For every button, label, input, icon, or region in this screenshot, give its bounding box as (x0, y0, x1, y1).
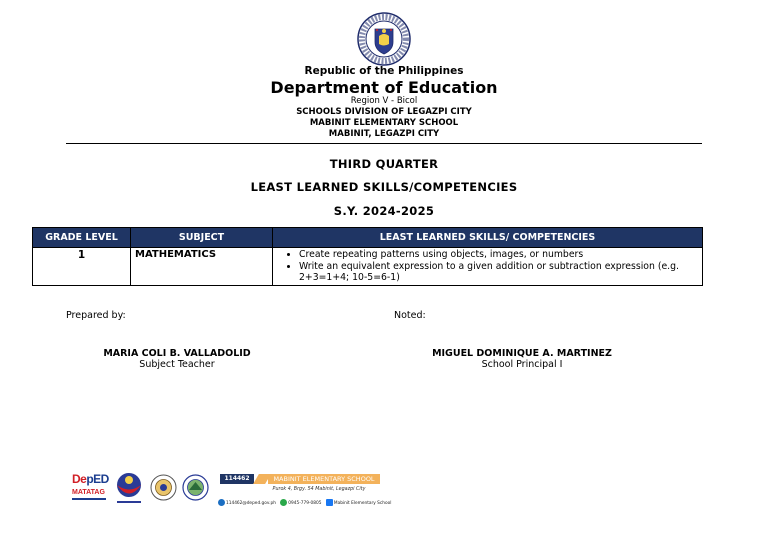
banner-phone: 0945-779-0805 (288, 501, 322, 506)
preparer-name: MARIA COLI B. VALLADOLID (103, 348, 251, 359)
facebook-icon (326, 499, 333, 506)
skills-table (32, 227, 703, 286)
cell-skills (273, 248, 703, 286)
header-division: SCHOOLS DIVISION OF LEGAZPI CITY (296, 107, 472, 117)
banner-email: 114462@deped.gov.ph (226, 501, 276, 506)
logo-tagline: MATATAG (72, 489, 105, 496)
column-header-subject: SUBJECT (131, 228, 273, 248)
footer (72, 470, 392, 510)
logo-de: De (72, 472, 87, 486)
title-skills: LEAST LEARNED SKILLS/COMPETENCIES (250, 180, 518, 194)
prepared-by-label: Prepared by: (66, 310, 126, 321)
deped-matatag-logo (72, 472, 108, 506)
bagong-pilipinas-logo-icon (114, 472, 144, 506)
noter-role: School Principal I (481, 359, 563, 370)
list-item: • Write an equivalent expression to a given addition or subtraction expression (e.g. 2+3=1+4; 10-5=6-1) (299, 261, 698, 284)
header-republic: Republic of the Philippines (304, 65, 464, 77)
table-header-row (33, 228, 703, 248)
logo-ped: pED (86, 472, 109, 486)
title-school-year: S.Y. 2024-2025 (333, 204, 435, 218)
preparer-role: Subject Teacher (139, 359, 215, 370)
banner-facebook: Mabinit Elementary School (333, 501, 392, 506)
header-department: Department of Education (270, 78, 498, 97)
list-item: • Create repeating patterns using objects, images, or numbers (299, 249, 698, 261)
header-region: Region V - Bicol (350, 96, 418, 106)
email-icon (218, 499, 225, 506)
header-school: MABINIT ELEMENTARY SCHOOL (309, 118, 459, 128)
table-row (33, 248, 703, 286)
banner-contacts (218, 499, 392, 506)
division-seal-icon (150, 474, 177, 501)
school-contact-banner (218, 472, 392, 510)
header-city: MABINIT, LEGAZPI CITY (328, 129, 440, 139)
school-seal-icon (182, 474, 209, 501)
skills-list (277, 249, 698, 284)
preparer-signature-block (60, 348, 294, 370)
noter-name: MIGUEL DOMINIQUE A. MARTINEZ (432, 348, 612, 359)
column-header-grade: GRADE LEVEL (33, 228, 131, 248)
cell-subject: MATHEMATICS (131, 248, 273, 286)
school-id: 114462 (220, 474, 254, 484)
title-quarter: THIRD QUARTER (329, 157, 439, 171)
banner-school-name: MABINIT ELEMENTARY SCHOOL (268, 474, 380, 484)
phone-icon (280, 499, 287, 506)
cell-grade: 1 (33, 248, 131, 286)
column-header-skills: LEAST LEARNED SKILLS/ COMPETENCIES (273, 228, 703, 248)
header-divider (66, 143, 702, 144)
noted-label: Noted: (394, 310, 426, 321)
banner-address: Purok 4, Brgy. 54 Mabinit, Legazpi City (272, 487, 366, 492)
noter-signature-block (402, 348, 642, 370)
deped-seal-icon (357, 12, 411, 66)
